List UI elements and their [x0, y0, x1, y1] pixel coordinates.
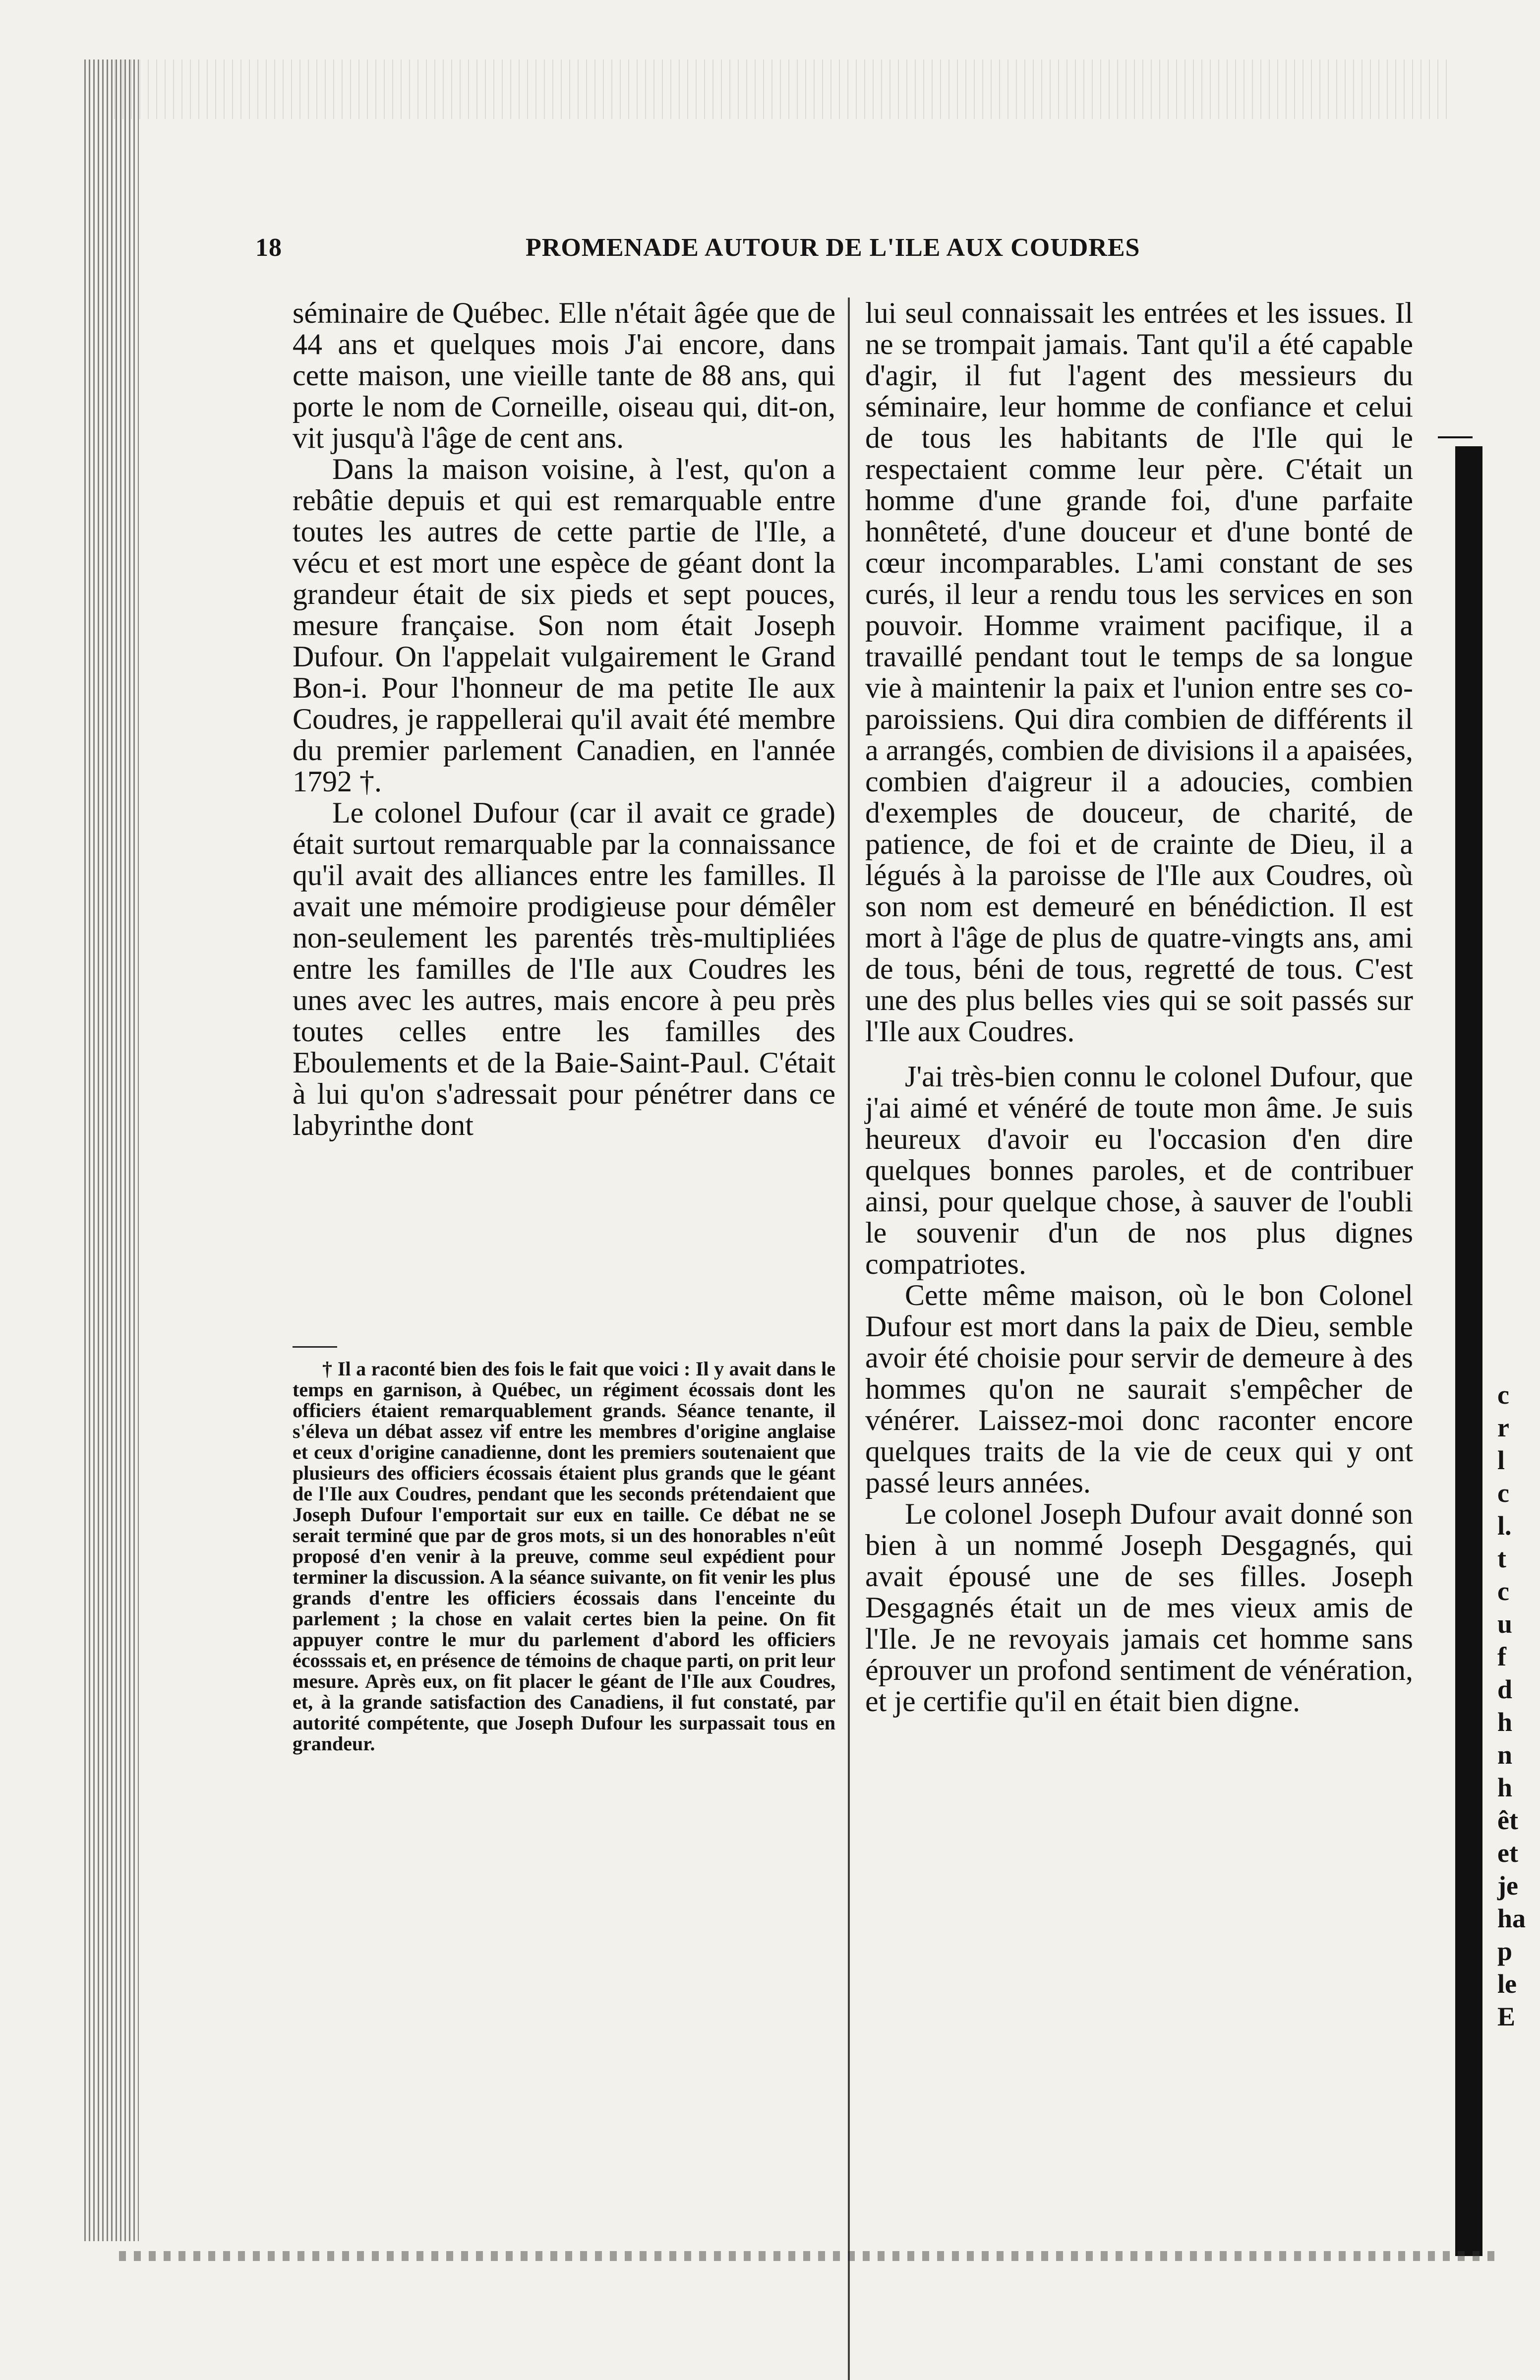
paragraph: Le colonel Joseph Dufour avait donné son bien à un nommé Joseph Desgagnés, qui avait épousé une de ses filles. Joseph Desgagnés était un de mes vieux amis de l'Ile. Je ne revoyais jamais cet homme sans éprouver un profond sentiment de vénération, et je certifie qu'il en était bien digne. [865, 1497, 1413, 1718]
column-divider [848, 298, 850, 2380]
fragment-glyph: le [1497, 1969, 1517, 1999]
paragraph: Le colonel Dufour (car il avait ce grade) était surtout remarquable par la connaissance qu'il avait des alliances entre les familles. Il avait une mémoire prodigieuse pour démêler non-seulement les parentés très-multipliées entre les familles de l'Ile aux Coudres les unes avec les autres, mais encore à peu près toutes celles entre les familles des Eboulements et de la Baie-Saint-Paul. C'était à lui qu'on s'adressait pour pénétrer dans ce labyrinthe dont [293, 796, 835, 1141]
running-title: PROMENADE AUTOUR DE L'ILE AUX COUDRES [526, 234, 1140, 262]
fragment-glyph: f [1497, 1642, 1506, 1671]
book-spine-shadow [84, 60, 139, 2241]
left-column [293, 298, 835, 1141]
fragment-glyph: c [1497, 1576, 1509, 1606]
fragment-glyph: l [1497, 1445, 1505, 1475]
fragment-glyph: t [1497, 1544, 1506, 1573]
scan-noise-bottom [119, 2251, 1497, 2261]
fragment-glyph: h [1497, 1707, 1513, 1737]
fragment-glyph: r [1497, 1413, 1509, 1442]
footnote-rule [293, 1346, 337, 1348]
fragment-glyph: êt [1497, 1805, 1518, 1835]
page-number: 18 [255, 234, 282, 262]
fragment-glyph: h [1497, 1773, 1513, 1802]
scan-edge-bar [1455, 446, 1482, 2256]
fragment-glyph: l. [1497, 1511, 1512, 1541]
paragraph: Cette même maison, où le bon Colonel Dufour est mort dans la paix de Dieu, semble avoir été choisie pour servir de demeure à des hommes qu'on ne saurait s'empêcher de vénérer. Laissez-moi donc raconter encore quelques traits de la vie de ceux qui y ont passé leurs années. [865, 1279, 1413, 1499]
fragment-glyph: ha [1497, 1904, 1526, 1933]
scan-mark [1438, 436, 1473, 438]
fragment-glyph: c [1497, 1380, 1509, 1410]
adjacent-page-fragments [1497, 1378, 1532, 2033]
paragraph: J'ai très-bien connu le colonel Dufour, que j'ai aimé et vénéré de toute mon âme. Je suis heureux d'avoir eu l'occasion d'en dire quelques bonnes paroles, et de contribuer ainsi, pour quelque chose, à sauver de l'oubli le souvenir d'un de nos plus dignes compatriotes. [865, 1060, 1413, 1280]
paragraph: lui seul connaissait les entrées et les issues. Il ne se trompait jamais. Tant qu'il a été capable d'agir, il fut l'agent des messieurs du séminaire, leur homme de confiance et celui de tous les habitants de l'Ile qui le respectaient comme leur père. C'était un homme d'une grande foi, d'une parfaite honnêteté, d'une douceur et d'une bonté de cœur incomparables. L'ami constant de ses curés, il leur a rendu tous les services en son pouvoir. Homme vraiment pacifique, il a travaillé pendant tout le temps de sa longue vie à maintenir la paix et l'union entre ses co-paroissiens. Qui dira combien de différents il a arrangés, combien de divisions il a apaisées, combien d'aigreur il a adoucies, combien d'exemples de douceur, de charité, de patience, de foi et de crainte de Dieu, il a légués à la paroisse de l'Ile aux Coudres, où son nom est demeuré en bénédiction. Il est mort à l'âge de plus de quatre-vingts ans, ami de tous, béni de tous, regretté de tous. C'est une des plus belles vies qui se soit passés sur l'Ile aux Coudres. [865, 297, 1413, 1048]
footnote [293, 1359, 835, 1754]
paragraph: séminaire de Québec. Elle n'était âgée que de 44 ans et quelques mois J'ai encore, dans cette maison, une vieille tante de 88 ans, qui porte le nom de Corneille, oiseau qui, dit-on, vit jusqu'à l'âge de cent ans. [293, 297, 835, 454]
footnote-text: † Il a raconté bien des fois le fait que voici : Il y avait dans le temps en garnison, à Québec, un régiment écossais dont les officiers étaient remarquablement grands. Séance tenante, il s'éleva un débat assez vif entre les membres d'origine anglaise et ceux d'origine canadienne, dont les premiers soutenaient que plusieurs des officiers écossais étaient plus grands que le géant de l'Ile aux Coudres, pendant que les seconds prétendaient que Joseph Dufour l'emportait sur eux en taille. Ce débat ne se serait terminé que par de gros mots, si un des honorables n'eût proposé d'en venir à la preuve, comme seul expédient pour terminer la discussion. A la séance suivante, on fit venir les plus grands d'entre les officiers écossais dans l'enceinte du parlement ; la chose en valait certes bien la peine. On fit appuyer contre le mur du parlement d'abord les officiers écosssais et, en présence de témoins de chaque parti, on prit leur mesure. Après eux, on fit placer le géant de l'Ile aux Coudres, et, à la grande satisfaction des Canadiens, il fut constaté, par autorité compétente, que Joseph Dufour les surpassait tous en grandeur. [293, 1358, 835, 1755]
fragment-glyph: E [1497, 2002, 1516, 2031]
fragment-glyph: et [1497, 1838, 1518, 1868]
fragment-glyph: n [1497, 1740, 1513, 1770]
fragment-glyph: je [1497, 1871, 1518, 1901]
paragraph: Dans la maison voisine, à l'est, qu'on a rebâtie depuis et qui est remarquable entre toutes les autres de cette partie de l'Ile, a vécu et est mort une espèce de géant dont la grandeur était de six pieds et sept pouces, mesure française. Son nom était Joseph Dufour. On l'appelait vulgairement le Grand Bon-i. Pour l'honneur de ma petite Ile aux Coudres, je rappellerai qu'il avait été membre du premier parlement Canadien, en l'année 1792 †. [293, 453, 835, 798]
fragment-glyph: p [1497, 1936, 1513, 1966]
fragment-glyph: c [1497, 1478, 1509, 1508]
page-header [255, 233, 1197, 273]
scan-noise-top [114, 60, 1453, 119]
right-column [865, 298, 1413, 1717]
fragment-glyph: d [1497, 1674, 1513, 1704]
fragment-glyph: u [1497, 1609, 1513, 1639]
